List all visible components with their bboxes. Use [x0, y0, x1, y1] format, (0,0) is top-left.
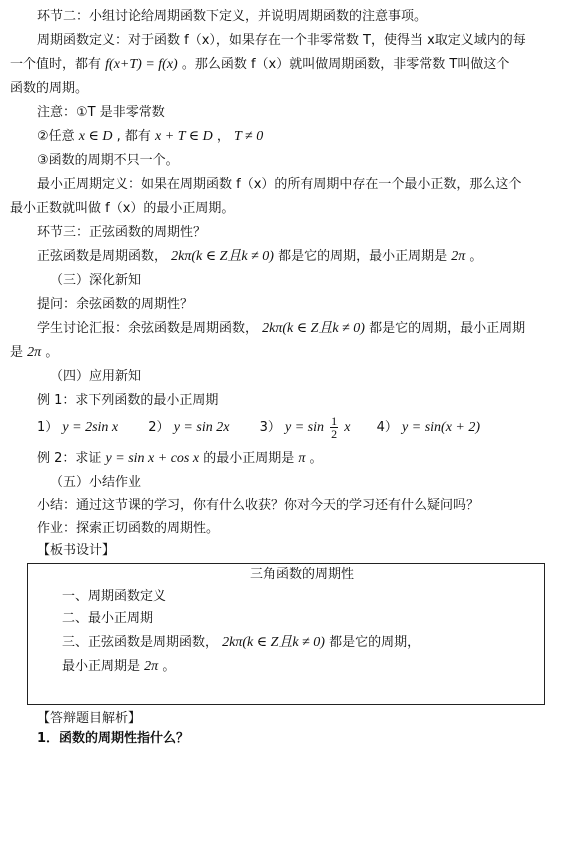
cosine-text-a: 学生讨论汇报：余弦函数是周期函数， — [37, 321, 259, 336]
summary-text: 小结：通过这节课的学习，你有什么收获？你对今天的学习还有什么疑问吗？ — [37, 498, 480, 513]
cosine-text-end: 。 — [45, 345, 59, 360]
min-period-definition-line1: 最小正周期定义：如果在周期函数 f（x）的所有周期中存在一个最小正数，那么这个 — [37, 177, 522, 192]
sine-min-period: 2π — [451, 249, 466, 264]
note-2-text-b: , 都有 — [116, 129, 151, 144]
example-1-items — [37, 414, 480, 442]
board-item-2: 二、最小正周期 — [62, 611, 154, 626]
board-item-3 — [62, 634, 420, 652]
board-item-1: 一、周期函数定义 — [62, 589, 167, 604]
sine-text-end: 。 — [469, 249, 483, 264]
example-2-text-end: 。 — [309, 451, 323, 466]
note-3: ③函数的周期不只一个。 — [37, 153, 179, 168]
min-period-definition-line2: 最小正数就叫做 f（x）的最小正周期。 — [10, 201, 235, 216]
question-cosine: 提问：余弦函数的周期性？ — [37, 297, 194, 312]
cosine-report-line2 — [10, 344, 58, 362]
cosine-text-c: 是 — [10, 345, 24, 360]
item-2-number: 2） — [148, 420, 170, 435]
example-2-text-a: 例 2：求证 — [37, 451, 102, 466]
periodic-definition-line2 — [10, 56, 509, 74]
homework-text: 作业：探索正切函数的周期性。 — [37, 521, 220, 536]
item-3-fraction — [330, 415, 338, 440]
periodic-formula: f(x+T) = f(x) — [105, 57, 178, 72]
board-item-4-period: 2π — [144, 659, 159, 674]
definition-text-b: 。那么函数 f（x）就叫做周期函数，非零常数 T叫做这个 — [181, 57, 510, 72]
example-1-heading: 例 1：求下列函数的最小正周期 — [37, 393, 219, 408]
item-3-function-suffix: x — [344, 420, 351, 435]
example-2-function: y = sin x + cos x — [105, 451, 200, 466]
periodic-definition-line1: 周期函数定义：对于函数 f（x），如果存在一个非零常数 T，使得当 x取定义域内的每 — [37, 33, 526, 48]
sine-text-a: 正弦函数是周期函数， — [37, 249, 168, 264]
item-3-function-prefix: y = sin — [284, 420, 324, 435]
note-2-text: ②任意 — [37, 129, 75, 144]
paragraph-section2: 环节二：小组讨论给周期函数下定义，并说明周期函数的注意事项。 — [37, 9, 428, 24]
note-2-text-c: ， — [216, 129, 230, 144]
sine-text-b: 都是它的周期，最小正周期是 — [278, 249, 448, 264]
board-design-heading: 【板书设计】 — [37, 543, 116, 558]
note-1: 注意：①T 是非零常数 — [37, 105, 165, 120]
note-2 — [37, 128, 263, 146]
fraction-numerator: 1 — [331, 414, 338, 428]
note-2-math-1: x ∈ D — [78, 129, 113, 144]
example-2-period: π — [298, 451, 306, 466]
answer-analysis-heading: 【答辩题目解析】 — [37, 711, 142, 726]
item-4-number: 4） — [376, 420, 398, 435]
board-item-4-end: 。 — [162, 659, 176, 674]
example-2-text-b: 的最小正周期是 — [203, 451, 295, 466]
item-1-number: 1） — [37, 420, 59, 435]
board-item-4 — [62, 658, 175, 676]
sine-period-statement — [37, 248, 482, 266]
cosine-report-line1 — [37, 320, 525, 338]
sine-formula: 2kπ(k ∈ Z且k ≠ 0) — [171, 249, 274, 264]
deepen-heading: （三）深化新知 — [50, 273, 142, 288]
section3-heading: 环节三：正弦函数的周期性？ — [37, 225, 207, 240]
board-item-3-text-b: 都是它的周期， — [329, 635, 421, 650]
cosine-min-period: 2π — [27, 345, 42, 360]
question-1: 1．函数的周期性指什么？ — [37, 731, 190, 746]
note-2-math-2: x + T ∈ D — [155, 129, 213, 144]
summary-heading: （五）小结作业 — [50, 475, 142, 490]
board-title: 三角函数的周期性 — [250, 567, 355, 582]
item-4-function: y = sin(x + 2) — [402, 420, 481, 435]
example-2 — [37, 450, 323, 468]
note-2-math-3: T ≠ 0 — [234, 129, 264, 144]
periodic-definition-line3: 函数的周期。 — [10, 81, 89, 96]
item-3-number: 3） — [259, 420, 281, 435]
cosine-formula: 2kπ(k ∈ Z且k ≠ 0) — [262, 321, 365, 336]
board-item-4-text: 最小正周期是 — [62, 659, 141, 674]
cosine-text-b: 都是它的周期，最小正周期 — [369, 321, 526, 336]
item-1-function: y = 2sin x — [62, 420, 119, 435]
board-item-3-text: 三、正弦函数是周期函数， — [62, 635, 219, 650]
item-2-function: y = sin 2x — [173, 420, 230, 435]
fraction-denominator: 2 — [331, 427, 338, 441]
board-design-box — [27, 563, 545, 705]
board-item-3-formula: 2kπ(k ∈ Z且k ≠ 0) — [222, 635, 325, 650]
apply-heading: （四）应用新知 — [50, 369, 142, 384]
definition-text-a: 一个值时，都有 — [10, 57, 102, 72]
